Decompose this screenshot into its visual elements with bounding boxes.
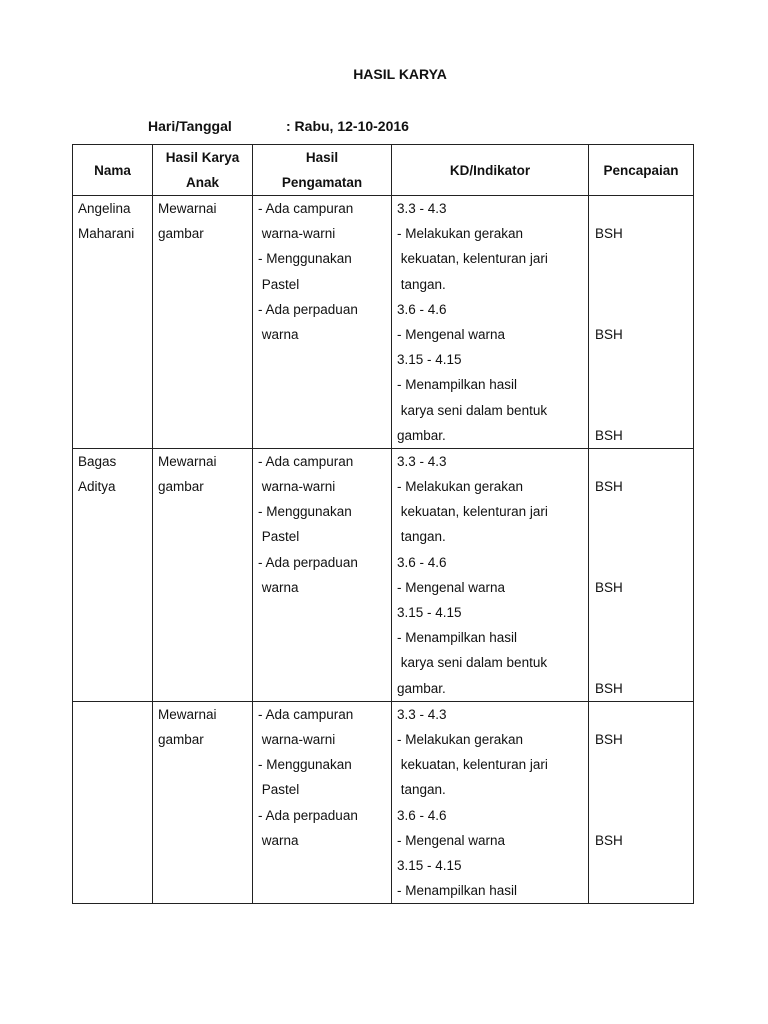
cell-line: Bagas: [78, 453, 117, 469]
cell-pencapaian: [589, 196, 694, 449]
cell-line: 3.6 - 4.6: [397, 301, 447, 317]
cell-line: Maharani: [78, 226, 135, 242]
cell-pencapaian: [589, 701, 694, 904]
cell-line: - Ada campuran: [258, 201, 354, 216]
cell-line: - Mengenal warna: [397, 832, 506, 848]
cell-line: gambar: [158, 731, 204, 747]
cell-line: gambar: [158, 226, 204, 242]
table-row: [73, 701, 694, 904]
cell-line: - Mengenal warna: [397, 326, 506, 342]
cell-line: karya seni dalam bentuk: [397, 655, 548, 671]
cell-line: [595, 803, 688, 828]
cell-line: Angelina: [78, 201, 131, 216]
cell-line: [595, 702, 688, 727]
date-value: : Rabu, 12-10-2016: [286, 118, 409, 134]
cell-line: - Melakukan gerakan: [397, 226, 524, 242]
cell-line: kekuatan, kelenturan jari: [397, 757, 548, 773]
cell-line: [595, 625, 688, 650]
cell-indikator: [392, 196, 589, 449]
cell-line: warna: [258, 579, 299, 595]
cell-nama: [73, 448, 153, 701]
header-text: KD/Indikator: [449, 162, 531, 178]
header-text: Nama: [94, 162, 131, 178]
cell-line: gambar: [158, 479, 204, 495]
cell-line: gambar.: [397, 680, 446, 696]
cell-line: Pastel: [258, 782, 300, 798]
cell-line: Pastel: [258, 529, 300, 545]
cell-line: Pastel: [258, 276, 300, 292]
cell-line: tangan.: [397, 529, 446, 545]
cell-line: Aditya: [78, 479, 116, 495]
header-text: Anak: [185, 175, 219, 190]
header-hasil-karya: [153, 145, 253, 196]
cell-hasil-karya: [153, 448, 253, 701]
cell-line: BSH: [595, 731, 623, 747]
cell-line: - Menampilkan hasil: [397, 883, 518, 899]
cell-line: [595, 347, 688, 372]
cell-line: - Ada campuran: [258, 453, 354, 469]
cell-line: - Menggunakan: [258, 504, 352, 520]
cell-line: - Menampilkan hasil: [397, 377, 518, 393]
cell-line: [595, 499, 688, 524]
cell-line: [595, 752, 688, 777]
cell-line: BSH: [595, 326, 623, 342]
cell-line: warna-warni: [258, 731, 336, 747]
cell-hasil-karya: [153, 701, 253, 904]
cell-line: - Mengenal warna: [397, 579, 506, 595]
cell-indikator: [392, 701, 589, 904]
cell-line: BSH: [595, 479, 623, 495]
table-row: [73, 196, 694, 449]
cell-hasil-karya: [153, 196, 253, 449]
cell-line: Mewarnai: [158, 453, 217, 469]
cell-line: [595, 550, 688, 575]
hasil-karya-table: [72, 144, 694, 904]
cell-line: [595, 777, 688, 802]
cell-line: 3.6 - 4.6: [397, 807, 447, 823]
cell-line: [595, 878, 688, 903]
cell-line: 3.3 - 4.3: [397, 706, 447, 722]
cell-line: BSH: [595, 427, 623, 443]
cell-line: Mewarnai: [158, 706, 217, 722]
cell-line: kekuatan, kelenturan jari: [397, 504, 548, 520]
cell-line: - Ada perpaduan: [258, 554, 358, 570]
cell-line: [595, 853, 688, 878]
cell-line: tangan.: [397, 276, 446, 292]
table-row: [73, 448, 694, 701]
cell-line: 3.3 - 4.3: [397, 453, 447, 469]
cell-line: - Ada campuran: [258, 706, 354, 722]
cell-line: [595, 398, 688, 423]
cell-line: - Menggunakan: [258, 251, 352, 267]
header-nama: [73, 145, 153, 196]
cell-line: warna-warni: [258, 226, 336, 242]
cell-pencapaian: [589, 448, 694, 701]
cell-line: 3.15 - 4.15: [397, 352, 462, 368]
cell-line: warna: [258, 326, 299, 342]
cell-nama: [73, 196, 153, 449]
table-body: [73, 196, 694, 904]
cell-line: - Melakukan gerakan: [397, 731, 524, 747]
cell-line: 3.15 - 4.15: [397, 857, 462, 873]
cell-line: BSH: [595, 579, 623, 595]
cell-line: 3.15 - 4.15: [397, 605, 462, 620]
header-text: Hasil: [305, 150, 339, 165]
cell-line: warna-warni: [258, 479, 336, 495]
header-text: Pencapaian: [603, 162, 679, 178]
cell-line: karya seni dalam bentuk: [397, 402, 548, 418]
cell-line: warna: [258, 832, 299, 848]
cell-line: 3.6 - 4.6: [397, 554, 447, 570]
cell-line: BSH: [595, 226, 623, 242]
cell-line: [595, 272, 688, 297]
cell-line: [595, 449, 688, 474]
cell-line: kekuatan, kelenturan jari: [397, 251, 548, 267]
cell-line: [595, 246, 688, 271]
header-text: Pengamatan: [281, 175, 363, 190]
header-hasil-pengamatan: [253, 145, 392, 196]
cell-line: [595, 196, 688, 221]
cell-line: - Ada perpaduan: [258, 807, 358, 823]
table-header-row: [73, 145, 694, 196]
header-text: Hasil Karya: [165, 150, 240, 165]
cell-line: [595, 524, 688, 549]
cell-pengamatan: [253, 196, 392, 449]
header-pencapaian: [589, 145, 694, 196]
cell-line: 3.3 - 4.3: [397, 201, 447, 216]
cell-line: gambar.: [397, 427, 446, 443]
cell-pengamatan: [253, 701, 392, 904]
cell-indikator: [392, 448, 589, 701]
cell-line: - Ada perpaduan: [258, 301, 358, 317]
cell-pengamatan: [253, 448, 392, 701]
cell-line: tangan.: [397, 782, 446, 798]
header-kd-indikator: [392, 145, 589, 196]
cell-line: - Menggunakan: [258, 757, 352, 773]
cell-line: [595, 372, 688, 397]
date-label: Hari/Tanggal: [148, 118, 232, 134]
document-title: HASIL KARYA: [353, 66, 447, 82]
cell-line: - Melakukan gerakan: [397, 479, 524, 495]
cell-line: BSH: [595, 832, 623, 848]
cell-line: BSH: [595, 680, 623, 696]
cell-line: [595, 600, 688, 625]
cell-nama: [73, 701, 153, 904]
cell-line: Mewarnai: [158, 201, 217, 216]
cell-line: [595, 650, 688, 675]
cell-line: [595, 297, 688, 322]
cell-line: - Menampilkan hasil: [397, 630, 518, 646]
